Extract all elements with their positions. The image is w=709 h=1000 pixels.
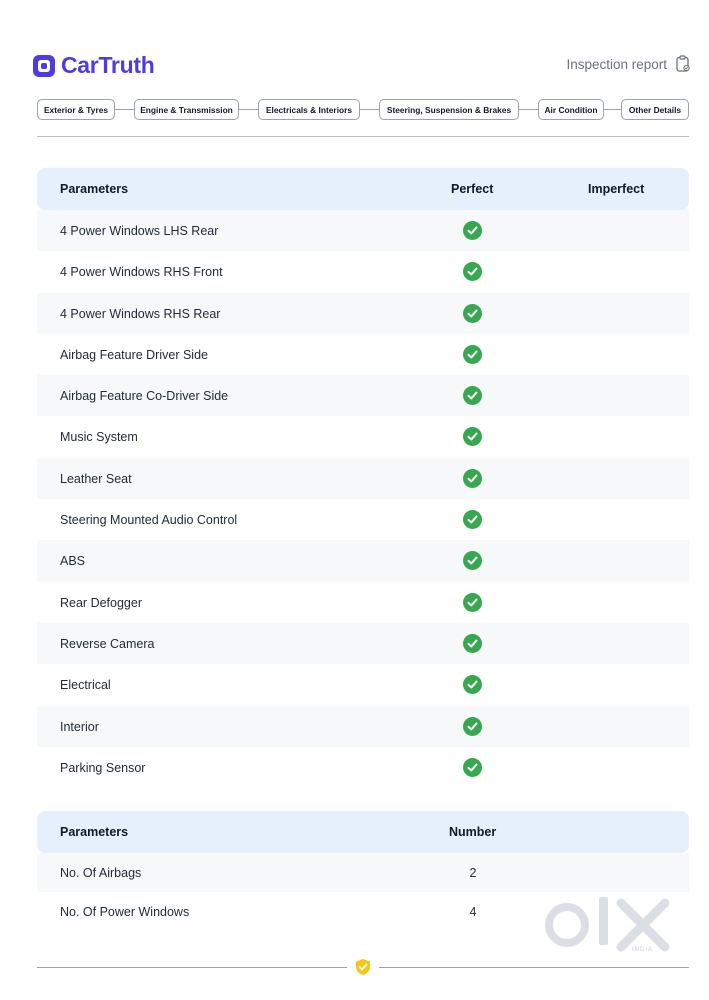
check-icon bbox=[463, 510, 482, 529]
header-number: Number bbox=[449, 825, 497, 839]
brand-name: CarTruth bbox=[61, 52, 155, 78]
tab-engine-transmission[interactable]: Engine & Transmission bbox=[134, 99, 239, 120]
row-label: Airbag Feature Driver Side bbox=[60, 347, 208, 362]
condition-table-header bbox=[37, 168, 689, 210]
table-row bbox=[37, 251, 689, 292]
row-label: 4 Power Windows LHS Rear bbox=[60, 224, 219, 238]
table-row bbox=[37, 664, 689, 705]
condition-rows bbox=[37, 210, 689, 788]
table-row bbox=[37, 540, 689, 581]
check-icon bbox=[463, 675, 482, 694]
table-row bbox=[37, 582, 689, 623]
row-label: 4 Power Windows RHS Rear bbox=[60, 306, 221, 321]
footer-divider-left bbox=[37, 967, 347, 968]
header-parameters: Parameters bbox=[60, 182, 129, 196]
table-row: No. Of Power Windows 4 bbox=[60, 905, 477, 919]
condition-table bbox=[37, 168, 689, 788]
table-row bbox=[37, 458, 689, 499]
number-table-header bbox=[37, 811, 689, 853]
row-label: Airbag Feature Co-Driver Side bbox=[60, 389, 229, 404]
check-icon bbox=[463, 469, 482, 488]
header-imperfect: Imperfect bbox=[588, 182, 645, 196]
table-row bbox=[37, 623, 689, 664]
check-icon bbox=[463, 551, 482, 570]
row-label: Rear Defogger bbox=[60, 595, 142, 610]
check-icon bbox=[463, 717, 482, 736]
olx-watermark-logo bbox=[545, 893, 675, 961]
inspection-report-label: Inspection report bbox=[566, 57, 667, 72]
tab-other-details[interactable]: Other Details bbox=[621, 99, 689, 120]
check-icon bbox=[463, 386, 482, 405]
cartruth-logo[interactable] bbox=[33, 52, 154, 79]
row-label: No. Of Airbags bbox=[60, 866, 142, 880]
row-label: Parking Sensor bbox=[60, 760, 146, 775]
shield-check-icon bbox=[354, 958, 372, 976]
table-row bbox=[37, 375, 689, 416]
check-icon bbox=[463, 758, 482, 777]
check-icon bbox=[463, 304, 482, 323]
check-icon bbox=[463, 427, 482, 446]
watermark-india-text: INDIA bbox=[632, 947, 654, 953]
table-row bbox=[37, 706, 689, 747]
tabs-divider bbox=[37, 136, 689, 137]
table-row bbox=[37, 334, 689, 375]
row-label: Reverse Camera bbox=[60, 636, 155, 651]
row-label: ABS bbox=[60, 554, 86, 569]
tab-air-condition[interactable]: Air Condition bbox=[538, 99, 604, 120]
cartruth-logo-icon bbox=[33, 55, 55, 77]
table-row: No. Of Airbags 2 bbox=[37, 853, 689, 892]
row-label: Music System bbox=[60, 430, 138, 445]
table-row bbox=[37, 499, 689, 540]
section-tabs bbox=[37, 99, 689, 120]
table-row bbox=[37, 416, 689, 457]
row-label: 4 Power Windows RHS Front bbox=[60, 265, 223, 280]
row-label: No. Of Power Windows bbox=[60, 905, 190, 919]
tab-electricals-interiors[interactable]: Electricals & Interiors bbox=[258, 99, 360, 120]
row-label: Electrical bbox=[60, 678, 111, 693]
footer-divider-right bbox=[379, 967, 689, 968]
table-row bbox=[37, 210, 689, 251]
check-icon bbox=[463, 634, 482, 653]
header-perfect: Perfect bbox=[451, 182, 494, 196]
check-icon bbox=[463, 221, 482, 240]
check-icon bbox=[463, 262, 482, 281]
check-icon bbox=[463, 593, 482, 612]
tab-steering-suspension-brakes[interactable]: Steering, Suspension & Brakes bbox=[379, 99, 519, 120]
report-header bbox=[33, 48, 693, 84]
table-row bbox=[37, 747, 689, 788]
header-parameters: Parameters bbox=[60, 825, 129, 839]
row-label: Steering Mounted Audio Control bbox=[60, 513, 238, 528]
clipboard-icon[interactable] bbox=[676, 55, 690, 72]
check-icon bbox=[463, 345, 482, 364]
table-row bbox=[37, 293, 689, 334]
tab-exterior-tyres[interactable]: Exterior & Tyres bbox=[37, 99, 115, 120]
row-label: Interior bbox=[60, 719, 99, 734]
row-label: Leather Seat bbox=[60, 471, 132, 486]
